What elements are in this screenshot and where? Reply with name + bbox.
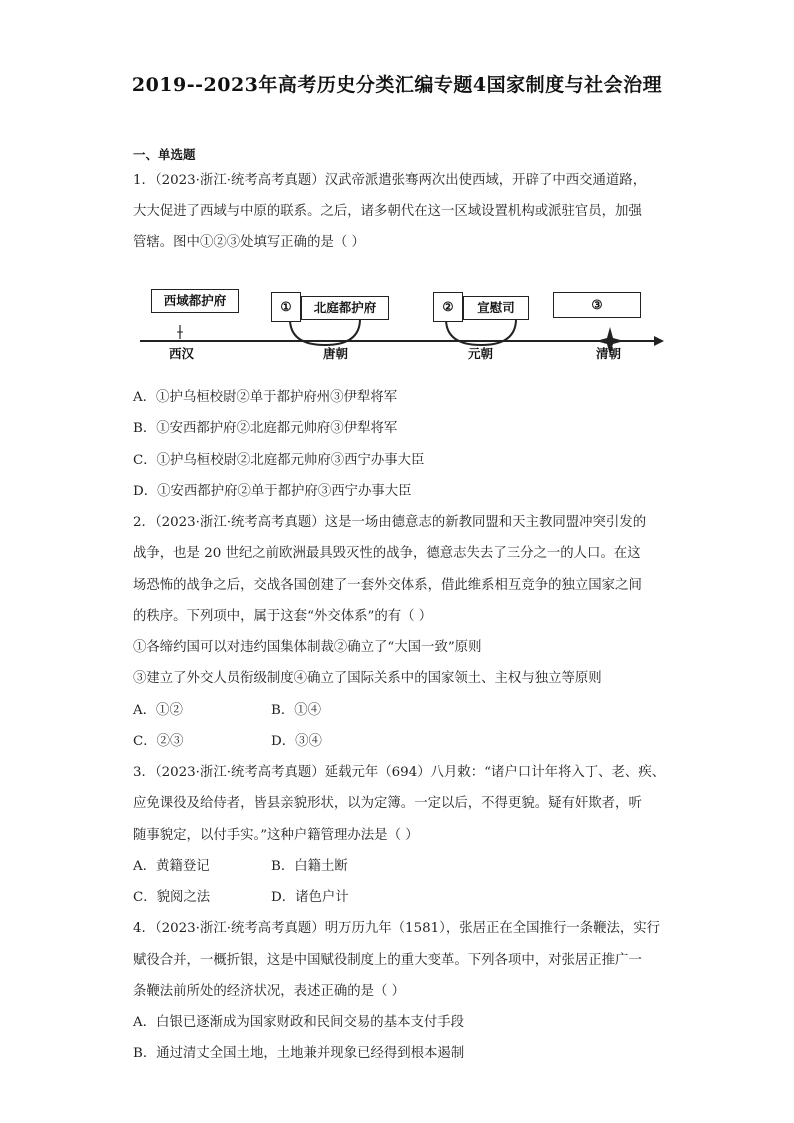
q1-option-b[interactable]: B．①安西都护府②北庭都元帅府③伊犁将军 — [133, 421, 398, 436]
section-heading: 一、单选题 — [133, 147, 196, 162]
timeline-box-blank-1: ① — [271, 292, 301, 322]
q1-option-c[interactable]: C．①护乌桓校尉②北庭都元帅府③西宁办事大臣 — [133, 453, 425, 468]
timeline-label-xihan: 西汉 — [169, 346, 195, 361]
timeline-box-blank-2: ② — [433, 292, 463, 322]
timeline-box-xuanwei: 宣慰司 — [463, 296, 529, 320]
q3-stem-line: 应免课役及给侍者，皆县亲貌形状，以为定簿。一定以后，不得更貌。疑有奸欺者，听 — [133, 796, 642, 811]
q1-option-d[interactable]: D．①安西都护府②单于都护府③西宁办事大臣 — [133, 484, 412, 499]
q2-option-c[interactable]: C．②③ — [133, 734, 184, 749]
timeline-label-tang: 唐朝 — [323, 346, 349, 361]
timeline-arrowhead — [654, 336, 664, 346]
q1-stem-line: 管辖。图中①②③处填写正确的是（ ） — [133, 235, 365, 250]
q4-option-a[interactable]: A．白银已逐渐成为国家财政和民间交易的基本支付手段 — [133, 1015, 465, 1030]
q2-statement-line: ③建立了外交人员衔级制度④确立了国际关系中的国家领土、主权与独立等原则 — [133, 671, 602, 686]
q4-stem-line: 4．（2023·浙江·统考高考真题）明万历九年（1581），张居正在全国推行一条鞭法，实行 — [133, 921, 661, 936]
timeline-box-blank-3: ③ — [553, 292, 641, 318]
q3-option-b[interactable]: B．白籍土断 — [271, 859, 348, 874]
q3-stem-line: 3．（2023·浙江·统考高考真题）延载元年（694）八月敕：“诸户口计年将入丁、老、疾、 — [133, 765, 666, 780]
timeline-label-yuan: 元朝 — [468, 346, 494, 361]
timeline-box-beiting: 北庭都护府 — [301, 296, 389, 320]
q3-option-a[interactable]: A．黄籍登记 — [133, 859, 210, 874]
q3-stem-line: 随事貌定，以付手实。”这种户籍管理办法是（ ） — [133, 828, 419, 843]
q4-stem-line: 条鞭法前所处的经济状况，表述正确的是（ ） — [133, 984, 406, 999]
timeline-box-xiyu: 西域都护府 — [151, 289, 239, 313]
q4-option-b[interactable]: B．通过清丈全国土地，土地兼并现象已经得到根本遏制 — [133, 1046, 465, 1061]
q2-statement-line: ①各缔约国可以对违约国集体制裁②确立了“大国一致”原则 — [133, 640, 482, 655]
q1-option-a[interactable]: A．①护乌桓校尉②单于都护府州③伊犁将军 — [133, 390, 398, 405]
q1-stem-line: 大大促进了西域与中原的联系。之后，诸多朝代在这一区域设置机构或派驻官员，加强 — [133, 204, 642, 219]
q2-stem-line: 2．（2023·浙江·统考高考真题）这是一场由德意志的新教同盟和天主教同盟冲突引发的 — [133, 515, 647, 530]
q2-stem-line: 的秩序。下列项中，属于这套“外交体系”的有（ ） — [133, 609, 433, 624]
q2-stem-line: 战争，也是 20 世纪之前欧洲最具毁灭性的战争，德意志失去了三分之一的人口。在这 — [133, 546, 641, 561]
q1-stem-line: 1．（2023·浙江·统考高考真题）汉武帝派遣张骞两次出使西域，开辟了中西交通道路， — [133, 173, 647, 188]
document-title: 2019--2023年高考历史分类汇编专题4国家制度与社会治理 — [131, 74, 663, 96]
timeline-label-qing: 清朝 — [596, 346, 622, 361]
q2-option-b[interactable]: B．①④ — [271, 703, 322, 718]
q2-stem-line: 场恐怖的战争之后，交战各国创建了一套外交体系，借此维系相互竞争的独立国家之间 — [133, 578, 642, 593]
q2-option-d[interactable]: D．③④ — [271, 734, 322, 749]
q2-option-a[interactable]: A．①② — [133, 703, 183, 718]
q4-stem-line: 赋役合并，一概折银，这是中国赋役制度上的重大变革。下列各项中，对张居正推广一 — [133, 953, 642, 968]
q3-option-d[interactable]: D．诸色户计 — [271, 890, 349, 905]
q3-option-c[interactable]: C．貌阅之法 — [133, 890, 211, 905]
